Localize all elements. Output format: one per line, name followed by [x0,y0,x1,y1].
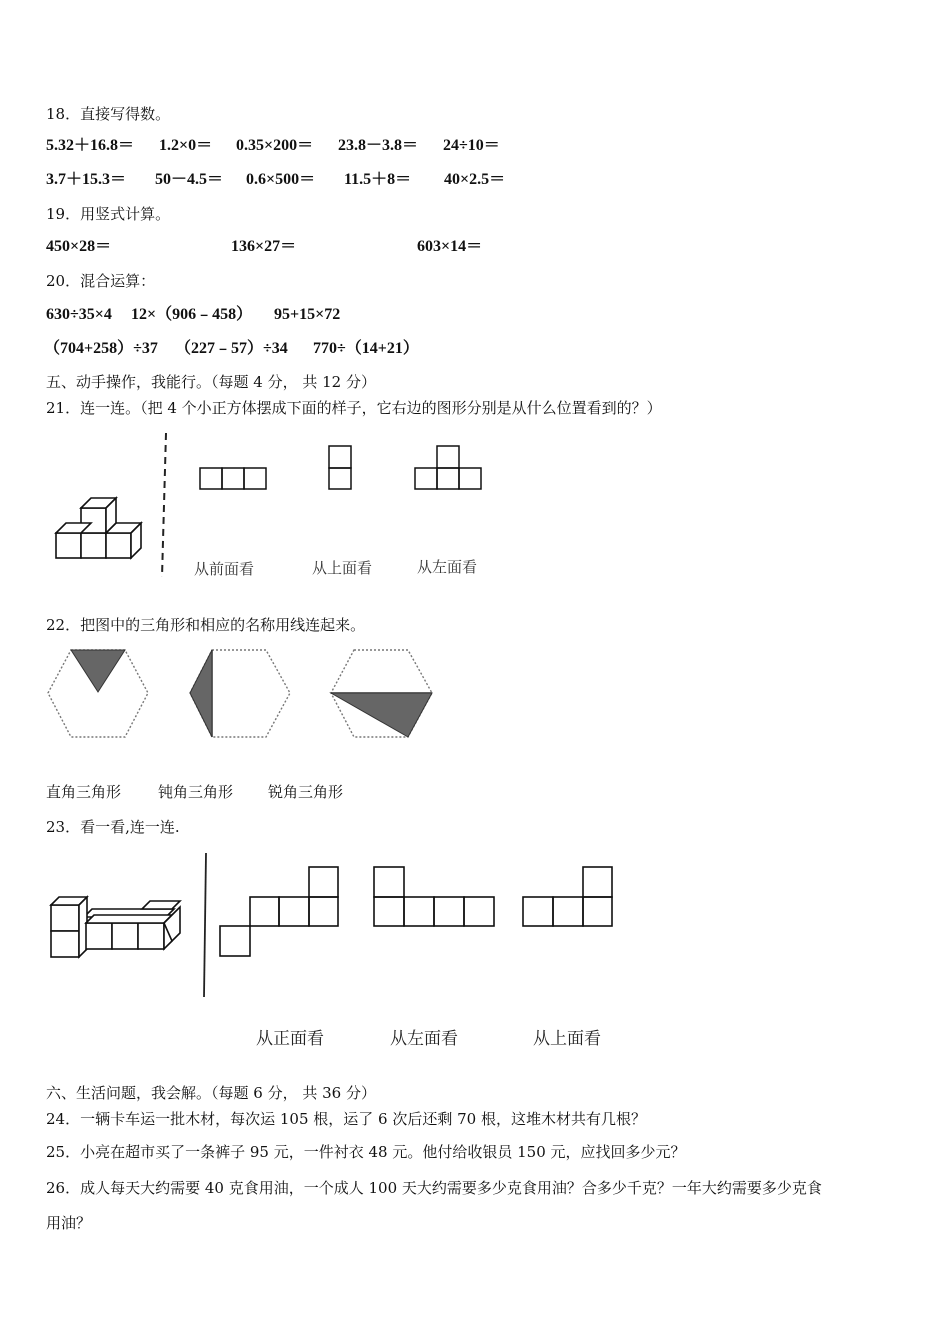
q20-row-2 [44,339,419,359]
q23-caption-top: 从上面看 [533,1029,601,1049]
q18-row-1 [46,136,500,156]
triangle-name-right: 直角三角形 [46,783,122,801]
divider-line [204,853,206,997]
q18-title: 18．直接写得数。 [46,105,171,123]
q19-item: 450×28＝ [46,238,112,255]
view-shape-a-icon [220,867,338,956]
q19-row [46,237,482,257]
q22-names [46,782,343,802]
q18-item: 24÷10＝ [443,137,500,154]
q20-item: （227﹣57）÷34 [175,340,288,357]
q20-item: 630÷35×4 [46,306,112,323]
left-view-icon [415,446,481,489]
q22-title: 22．把图中的三角形和相应的名称用线连起来。 [46,616,366,634]
q23-figure [46,845,626,1005]
hexagon-acute-icon [48,650,148,737]
view-shape-c-icon [523,867,612,926]
q21-caption-left: 从左面看 [417,558,478,576]
q19-item: 603×14＝ [417,238,483,255]
q23-title: 23．看一看,连一连. [46,818,180,836]
q20-item: 95+15×72 [274,306,341,323]
q25-text: 25．小亮在超市买了一条裤子 95 元，一件衬衣 48 元。他付给收银员 150 元，应找回多少元？ [46,1143,686,1161]
q18-item: 5.32＋16.8＝ [46,137,135,154]
q18-item: 0.35×200＝ [236,137,314,154]
q26-text-line1: 26．成人每天大约需要 40 克食用油，一个成人 100 天大约需要多少克食用油？合多少千克？一年大约需要多少克食 [46,1179,822,1197]
q18-item: 1.2×0＝ [159,137,213,154]
q21-caption-top: 从上面看 [312,559,373,577]
cube-stack-icon [56,498,141,558]
q18-row-2 [46,170,505,190]
q20-row-1 [46,305,340,325]
hexagon-right-icon [190,650,290,737]
front-view-icon [200,468,266,489]
hexagon-obtuse-icon [331,650,432,737]
q18-item: 3.7＋15.3＝ [46,171,127,188]
cube-row-icon [51,897,180,957]
q23-caption-left: 从左面看 [390,1029,458,1049]
divider-dashed [162,433,166,577]
q19-item: 136×27＝ [231,238,297,255]
triangle-name-acute: 锐角三角形 [268,783,344,801]
q18-item: 23.8－3.8＝ [338,137,419,154]
q18-item: 0.6×500＝ [246,171,316,188]
q20-item: 770÷（14+21） [313,340,419,357]
q20-item: （704+258）÷37 [44,340,158,357]
section6-heading: 六、生活问题，我会解。（每题 6 分， 共 36 分） [46,1084,376,1102]
view-shape-b-icon [374,867,494,926]
q20-item: 12×（906﹣458） [131,306,253,323]
section5-heading: 五、动手操作，我能行。（每题 4 分， 共 12 分） [46,373,376,391]
q22-figure [40,640,460,750]
q20-title: 20．混合运算： [46,272,156,290]
q24-text: 24．一辆卡车运一批木材，每次运 105 根，运了 6 次后还剩 70 根，这堆木材共有几根？ [46,1110,646,1128]
q23-caption-front: 从正面看 [256,1029,324,1049]
q18-item: 40×2.5＝ [444,171,506,188]
q18-item: 11.5＋8＝ [344,171,412,188]
q21-caption-front: 从前面看 [194,560,255,578]
q19-title: 19．用竖式计算。 [46,205,171,223]
top-view-icon [329,446,351,489]
triangle-name-obtuse: 钝角三角形 [158,783,234,801]
q18-item: 50－4.5＝ [155,171,224,188]
q21-title: 21．连一连。（把 4 个小正方体摆成下面的样子，它右边的图形分别是从什么位置看到的？） [46,399,662,417]
q26-text-line2: 用油？ [46,1214,92,1232]
